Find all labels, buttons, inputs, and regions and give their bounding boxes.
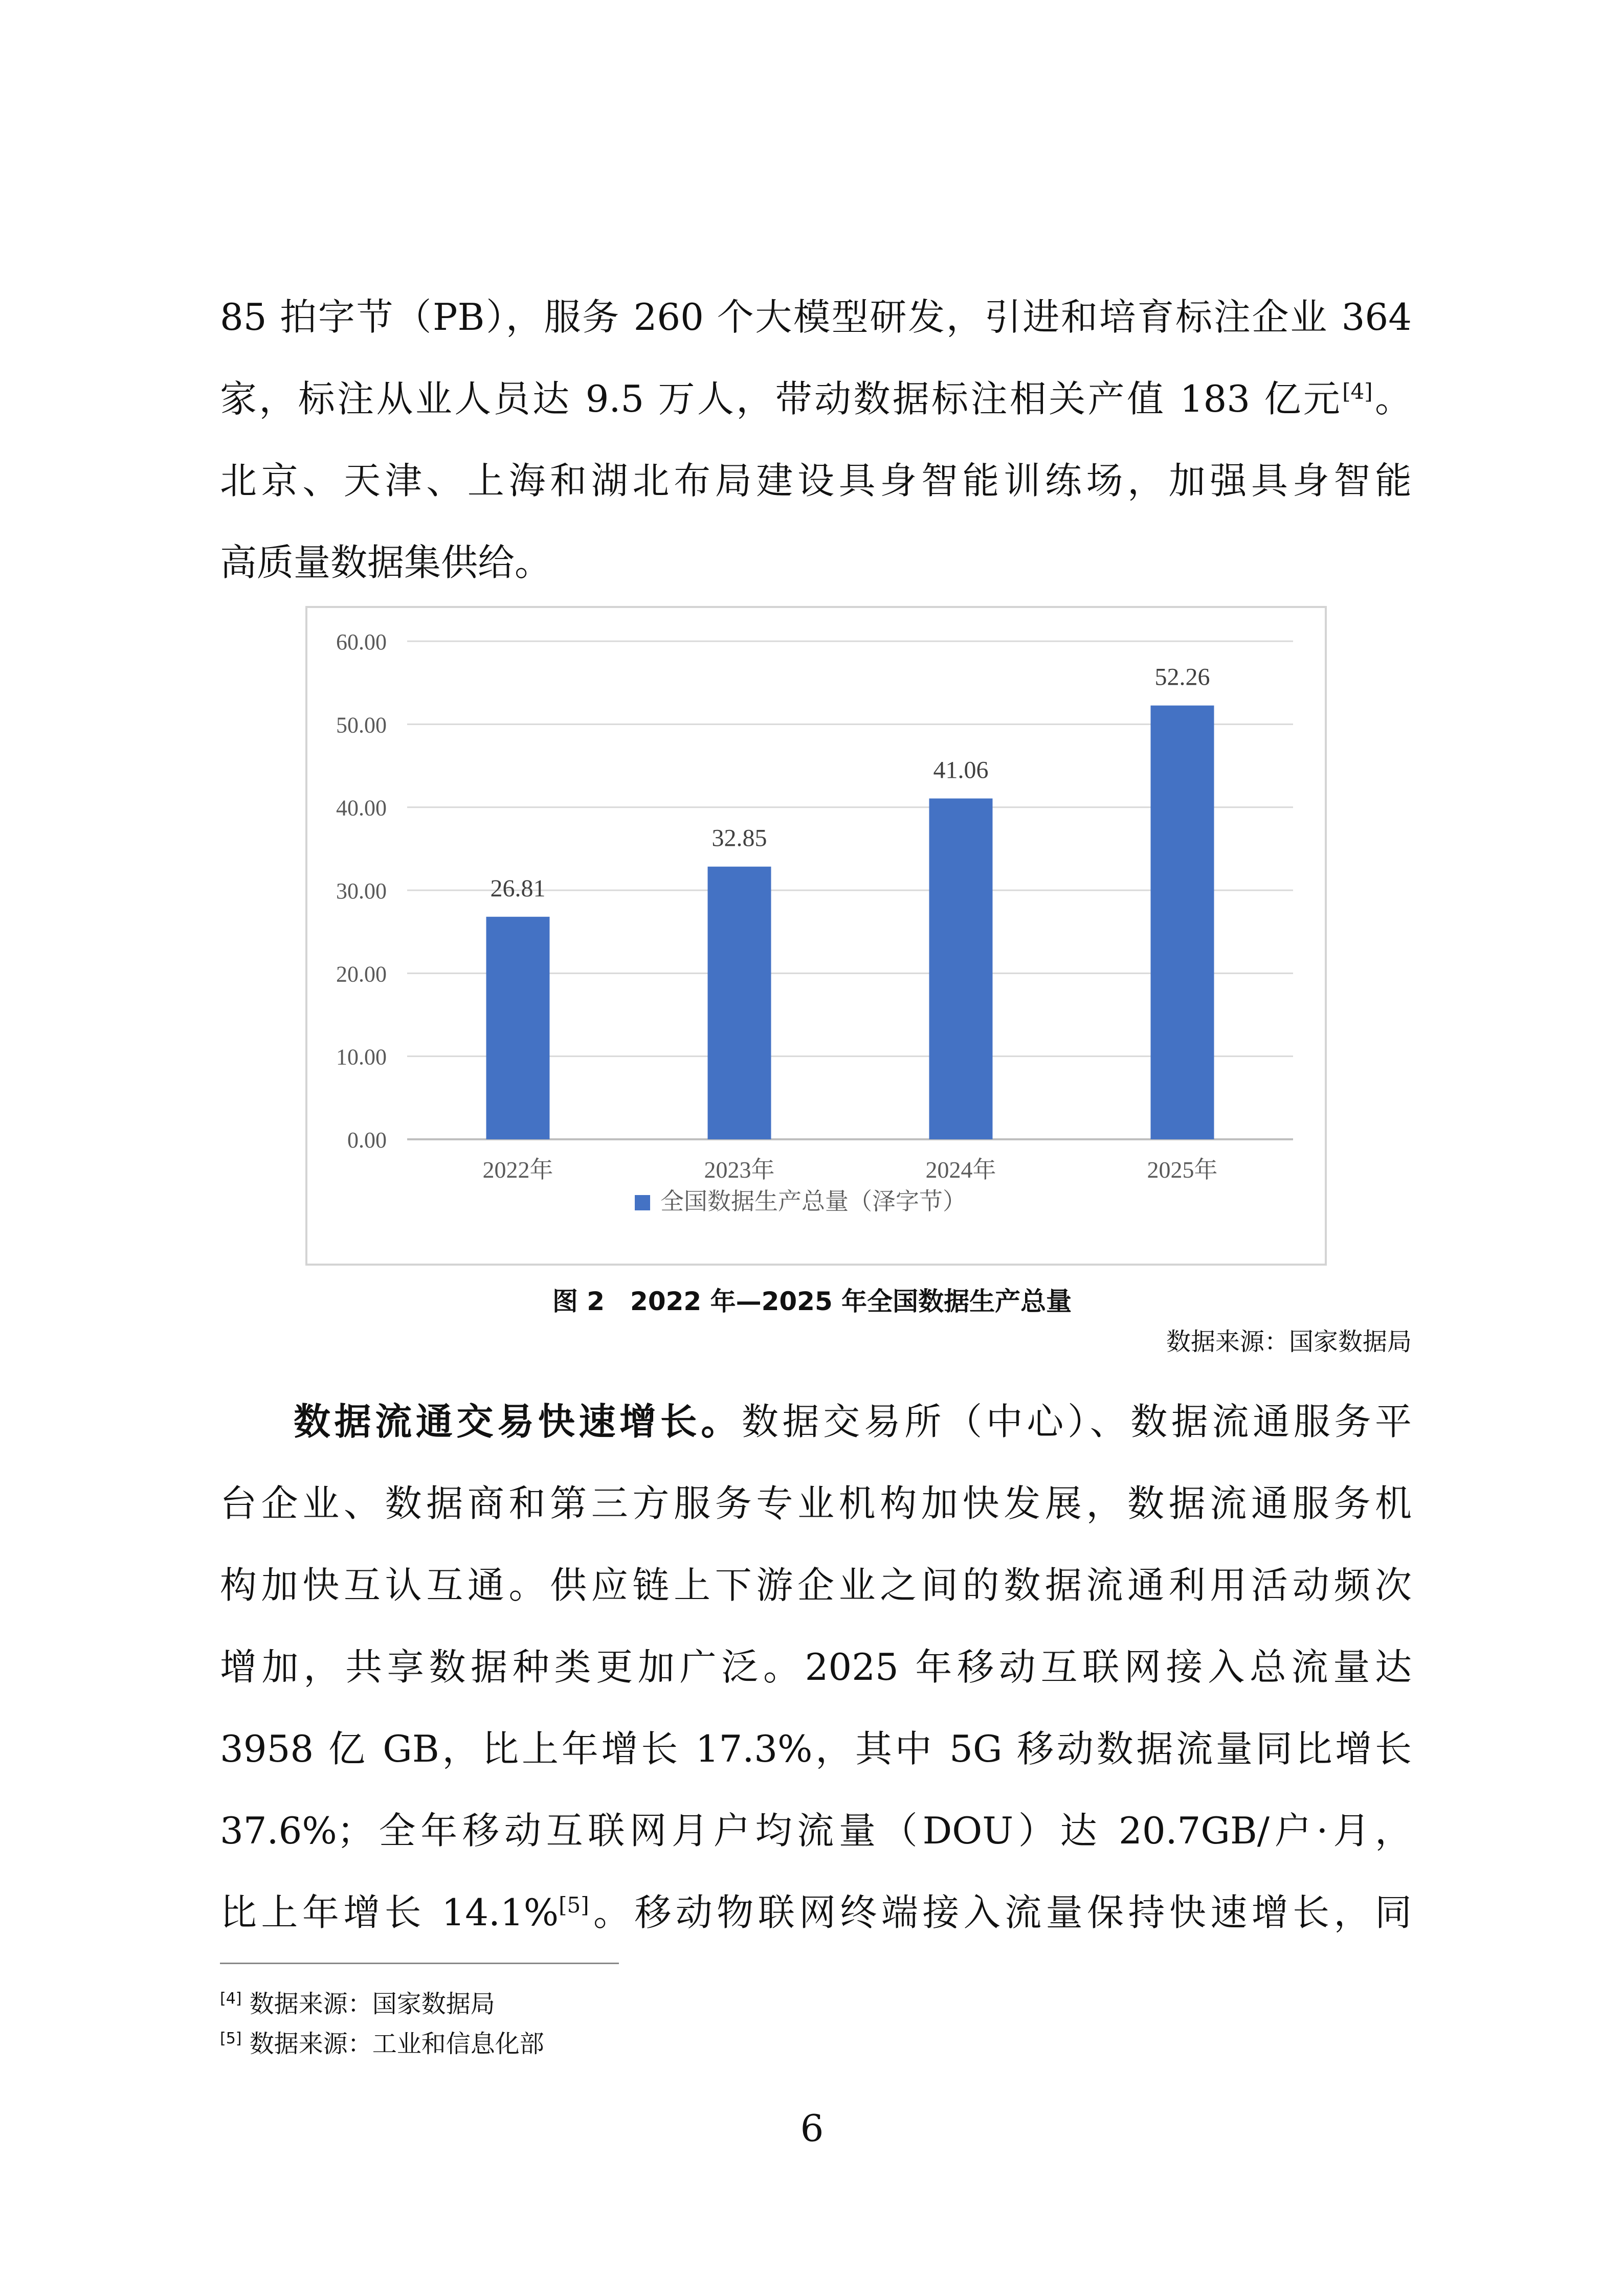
data-label: 41.06 xyxy=(933,756,989,784)
paragraph-line: 增加，共享数据种类更加广泛。2025 年移动互联网接入总流量达 xyxy=(220,1646,1412,1689)
paragraph-line: 3958 亿 GB，比上年增长 17.3%，其中 5G 移动数据流量同比增长 xyxy=(220,1727,1412,1770)
paragraph-line: 85 拍字节（PB），服务 260 个大模型研发，引进和培育标注企业 364 xyxy=(220,296,1412,339)
paragraph-line: 37.6%；全年移动互联网月户均流量（DOU）达 20.7GB/户·月， xyxy=(220,1809,1412,1852)
paragraph-line: 比上年增长 14.1%[5]。移动物联网终端接入流量保持快速增长，同 xyxy=(220,1891,1412,1934)
page-number: 6 xyxy=(800,2107,824,2150)
data-label: 32.85 xyxy=(711,824,767,852)
figure-source: 数据来源：国家数据局 xyxy=(1166,1327,1412,1356)
footnote-ref-5[interactable]: [5] xyxy=(559,1893,589,1918)
paragraph-line: 数据流通交易快速增长。数据交易所（中心）、数据流通服务平 xyxy=(294,1400,1412,1443)
data-production-chart xyxy=(305,606,1327,1266)
data-label: 26.81 xyxy=(490,874,546,902)
data-label: 52.26 xyxy=(1154,663,1210,691)
footnote-4: [4] 数据来源：国家数据局 xyxy=(220,1990,495,2018)
footnote-5: [5] 数据来源：工业和信息化部 xyxy=(220,2030,544,2058)
figure-caption: 图 2 2022 年—2025 年全国数据生产总量 xyxy=(552,1287,1072,1316)
paragraph-line: 北京、天津、上海和湖北布局建设具身智能训练场，加强具身智能 xyxy=(220,459,1412,502)
y-tick-label: 30.00 xyxy=(336,879,387,904)
bar-chart-svg xyxy=(307,608,1325,1264)
footnote-divider xyxy=(220,1963,619,1964)
bar xyxy=(708,867,771,1139)
paragraph-line: 构加快互认互通。供应链上下游企业之间的数据流通利用活动频次 xyxy=(220,1564,1412,1607)
y-tick-label: 40.00 xyxy=(336,795,387,821)
x-tick-label: 2023年 xyxy=(704,1157,775,1183)
y-tick-label: 20.00 xyxy=(336,961,387,987)
x-tick-label: 2022年 xyxy=(482,1157,553,1183)
section-heading: 数据流通交易快速增长。 xyxy=(294,1400,742,1443)
paragraph-2 xyxy=(220,1381,1412,1953)
paragraph-line: 台企业、数据商和第三方服务专业机构加快发展，数据流通服务机 xyxy=(220,1482,1412,1525)
x-tick-label: 2025年 xyxy=(1147,1157,1218,1183)
bar xyxy=(1151,706,1214,1139)
footnote-ref-4[interactable]: [4] xyxy=(1342,379,1373,404)
bar xyxy=(929,798,993,1139)
legend-label: 全国数据生产总量（泽字节） xyxy=(660,1187,966,1215)
bar xyxy=(486,917,550,1139)
x-tick-label: 2024年 xyxy=(925,1157,996,1183)
paragraph-1 xyxy=(220,276,1412,603)
y-tick-label: 10.00 xyxy=(336,1044,387,1070)
paragraph-line: 高质量数据集供给。 xyxy=(220,541,552,584)
y-tick-label: 50.00 xyxy=(336,712,387,738)
legend-swatch xyxy=(635,1195,650,1210)
y-tick-label: 0.00 xyxy=(347,1128,387,1153)
paragraph-line: 家，标注从业人员达 9.5 万人，带动数据标注相关产值 183 亿元[4]。 xyxy=(220,377,1412,420)
y-tick-label: 60.00 xyxy=(336,629,387,655)
